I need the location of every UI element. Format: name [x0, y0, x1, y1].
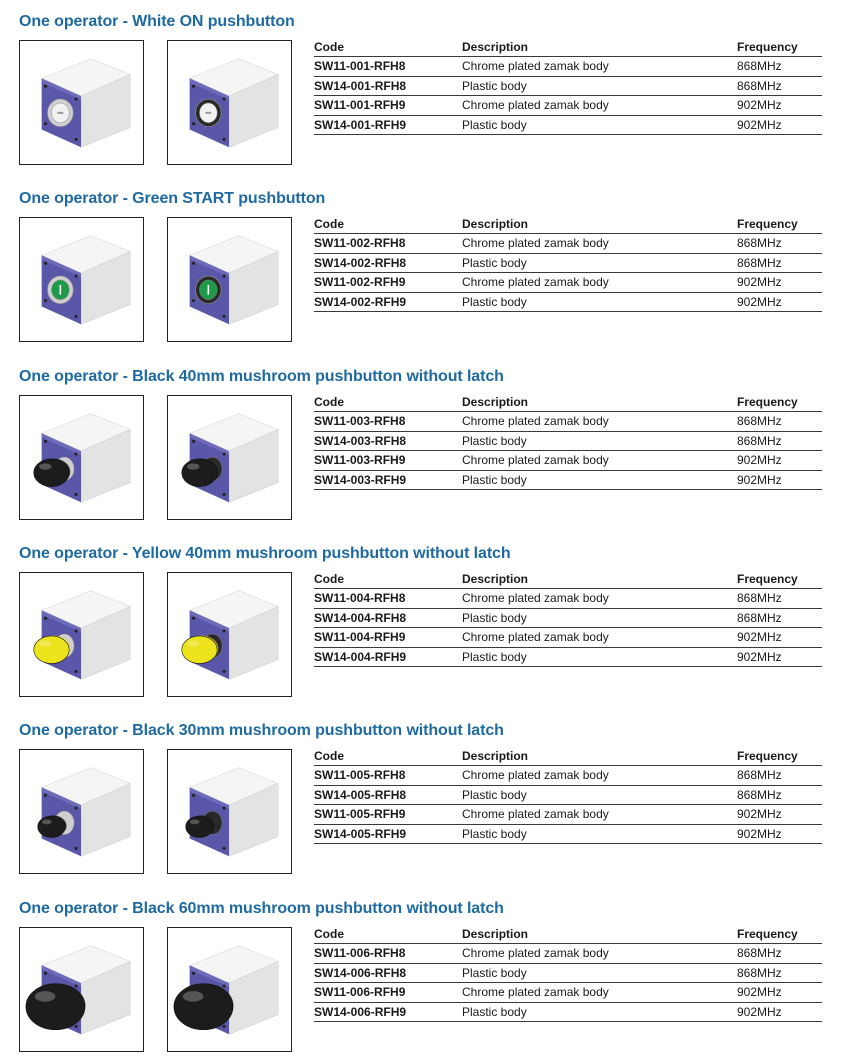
product-section-white-on: [0, 0, 862, 177]
table-header: [314, 747, 822, 766]
frequency-cell: 902MHz: [737, 985, 782, 1000]
frequency-cell: 868MHz: [737, 591, 782, 606]
frequency-cell: 868MHz: [737, 78, 782, 93]
code-cell: SW11-005-RFH9: [314, 807, 406, 822]
table-row: [314, 944, 822, 963]
table-header: [314, 570, 822, 589]
product-table: [314, 215, 822, 312]
frequency-cell: 902MHz: [737, 807, 782, 822]
description-cell: Chrome plated zamak body: [462, 946, 609, 961]
code-cell: SW14-003-RFH9: [314, 472, 407, 487]
table-row: [314, 471, 822, 490]
mushroom-enclosure-plastic-yellow-40mm: [168, 573, 291, 696]
description-cell: Plastic body: [462, 433, 527, 448]
product-image-chrome: [19, 40, 144, 165]
code-cell: SW11-002-RFH9: [314, 275, 406, 290]
table-row: [314, 254, 822, 273]
code-cell: Code: [314, 395, 344, 409]
product-image-plastic: [167, 749, 292, 874]
description-cell: Plastic body: [462, 965, 527, 980]
description-cell: Chrome plated zamak body: [462, 275, 609, 290]
code-cell: SW11-006-RFH8: [314, 946, 406, 961]
code-cell: SW14-005-RFH8: [314, 787, 407, 802]
frequency-cell: 868MHz: [737, 946, 782, 961]
code-cell: SW14-002-RFH9: [314, 294, 407, 309]
table-row: [314, 628, 822, 647]
product-section-black-30mm: [0, 709, 862, 886]
table-row: [314, 412, 822, 431]
frequency-cell: Frequency: [737, 927, 798, 941]
product-image-plastic: [167, 572, 292, 697]
mushroom-enclosure-chrome-black-40mm: [20, 396, 143, 519]
description-cell: Plastic body: [462, 117, 527, 132]
frequency-cell: 902MHz: [737, 630, 782, 645]
description-cell: Plastic body: [462, 294, 527, 309]
description-cell: Chrome plated zamak body: [462, 414, 609, 429]
frequency-cell: 868MHz: [737, 965, 782, 980]
description-cell: Chrome plated zamak body: [462, 453, 609, 468]
frequency-cell: 902MHz: [737, 117, 782, 132]
product-image-chrome: [19, 572, 144, 697]
frequency-cell: 868MHz: [737, 433, 782, 448]
section-title: One operator - Black 40mm mushroom pushbutton without latch: [19, 368, 504, 385]
table-row: [314, 77, 822, 96]
code-cell: SW14-004-RFH8: [314, 610, 407, 625]
mushroom-enclosure-chrome-black-60mm: [20, 928, 143, 1051]
frequency-cell: Frequency: [737, 40, 798, 54]
section-title: One operator - Black 30mm mushroom pushbutton without latch: [19, 722, 504, 739]
frequency-cell: 902MHz: [737, 453, 782, 468]
pushbutton-enclosure-chrome-white-button: [20, 41, 143, 164]
table-header: [314, 38, 822, 57]
code-cell: Code: [314, 572, 344, 586]
code-cell: SW11-003-RFH8: [314, 414, 406, 429]
table-row: [314, 609, 822, 628]
description-cell: Plastic body: [462, 255, 527, 270]
frequency-cell: Frequency: [737, 749, 798, 763]
description-cell: Plastic body: [462, 649, 527, 664]
pushbutton-enclosure-chrome-green-button: [20, 218, 143, 341]
table-row: [314, 825, 822, 844]
product-image-plastic: [167, 927, 292, 1052]
code-cell: SW14-004-RFH9: [314, 649, 407, 664]
product-section-black-60mm: [0, 887, 862, 1064]
description-cell: Chrome plated zamak body: [462, 98, 609, 113]
code-cell: SW11-004-RFH8: [314, 591, 406, 606]
code-cell: SW14-002-RFH8: [314, 255, 407, 270]
code-cell: Code: [314, 40, 344, 54]
frequency-cell: 868MHz: [737, 255, 782, 270]
product-table: [314, 747, 822, 844]
frequency-cell: 902MHz: [737, 294, 782, 309]
description-cell: Plastic body: [462, 78, 527, 93]
code-cell: SW11-002-RFH8: [314, 236, 406, 251]
product-section-yellow-40mm: [0, 532, 862, 709]
frequency-cell: 902MHz: [737, 472, 782, 487]
table-row: [314, 805, 822, 824]
table-row: [314, 96, 822, 115]
description-cell: Chrome plated zamak body: [462, 236, 609, 251]
table-row: [314, 116, 822, 135]
description-cell: Description: [462, 572, 529, 586]
product-table: [314, 38, 822, 135]
code-cell: SW11-001-RFH9: [314, 98, 406, 113]
code-cell: SW14-001-RFH9: [314, 117, 407, 132]
description-cell: Chrome plated zamak body: [462, 591, 609, 606]
section-title: One operator - Green START pushbutton: [19, 190, 326, 207]
table-header: [314, 393, 822, 412]
description-cell: Plastic body: [462, 1004, 527, 1019]
frequency-cell: 868MHz: [737, 768, 782, 783]
frequency-cell: 902MHz: [737, 649, 782, 664]
description-cell: Description: [462, 927, 529, 941]
frequency-cell: Frequency: [737, 572, 798, 586]
code-cell: SW14-003-RFH8: [314, 433, 407, 448]
product-section-black-40mm: [0, 355, 862, 532]
mushroom-enclosure-plastic-black-30mm: [168, 750, 291, 873]
section-title: One operator - Yellow 40mm mushroom pushbutton without latch: [19, 545, 511, 562]
table-row: [314, 234, 822, 253]
product-image-plastic: [167, 217, 292, 342]
mushroom-enclosure-plastic-black-60mm: [168, 928, 291, 1051]
pushbutton-enclosure-plastic-green-button: [168, 218, 291, 341]
description-cell: Description: [462, 40, 529, 54]
product-table: [314, 393, 822, 490]
product-image-plastic: [167, 395, 292, 520]
table-row: [314, 648, 822, 667]
table-row: [314, 432, 822, 451]
code-cell: Code: [314, 217, 344, 231]
table-row: [314, 451, 822, 470]
table-row: [314, 1003, 822, 1022]
description-cell: Description: [462, 749, 529, 763]
mushroom-enclosure-chrome-yellow-40mm: [20, 573, 143, 696]
code-cell: SW11-001-RFH8: [314, 59, 406, 74]
product-image-chrome: [19, 749, 144, 874]
mushroom-enclosure-plastic-black-40mm: [168, 396, 291, 519]
table-row: [314, 273, 822, 292]
code-cell: SW14-006-RFH9: [314, 1004, 407, 1019]
section-title: One operator - White ON pushbutton: [19, 13, 295, 30]
product-image-chrome: [19, 927, 144, 1052]
description-cell: Chrome plated zamak body: [462, 768, 609, 783]
description-cell: Chrome plated zamak body: [462, 59, 609, 74]
pushbutton-enclosure-plastic-white-button: [168, 41, 291, 164]
code-cell: SW11-005-RFH8: [314, 768, 406, 783]
section-title: One operator - Black 60mm mushroom pushbutton without latch: [19, 900, 504, 917]
table-header: [314, 925, 822, 944]
frequency-cell: 868MHz: [737, 236, 782, 251]
description-cell: Chrome plated zamak body: [462, 630, 609, 645]
table-row: [314, 983, 822, 1002]
table-header: [314, 215, 822, 234]
code-cell: SW11-004-RFH9: [314, 630, 406, 645]
description-cell: Chrome plated zamak body: [462, 807, 609, 822]
table-row: [314, 589, 822, 608]
product-image-chrome: [19, 217, 144, 342]
table-row: [314, 786, 822, 805]
code-cell: SW11-006-RFH9: [314, 985, 406, 1000]
frequency-cell: 902MHz: [737, 826, 782, 841]
frequency-cell: 868MHz: [737, 414, 782, 429]
description-cell: Plastic body: [462, 610, 527, 625]
frequency-cell: 902MHz: [737, 98, 782, 113]
table-row: [314, 964, 822, 983]
product-image-plastic: [167, 40, 292, 165]
table-row: [314, 766, 822, 785]
code-cell: SW14-005-RFH9: [314, 826, 407, 841]
frequency-cell: 902MHz: [737, 1004, 782, 1019]
product-section-green-start: [0, 177, 862, 354]
frequency-cell: 868MHz: [737, 59, 782, 74]
description-cell: Description: [462, 395, 529, 409]
product-table: [314, 570, 822, 667]
frequency-cell: 868MHz: [737, 787, 782, 802]
code-cell: SW14-001-RFH8: [314, 78, 407, 93]
code-cell: SW11-003-RFH9: [314, 453, 406, 468]
description-cell: Plastic body: [462, 472, 527, 487]
description-cell: Plastic body: [462, 787, 527, 802]
code-cell: SW14-006-RFH8: [314, 965, 407, 980]
description-cell: Plastic body: [462, 826, 527, 841]
frequency-cell: 902MHz: [737, 275, 782, 290]
frequency-cell: Frequency: [737, 395, 798, 409]
code-cell: Code: [314, 749, 344, 763]
code-cell: Code: [314, 927, 344, 941]
description-cell: Chrome plated zamak body: [462, 985, 609, 1000]
product-table: [314, 925, 822, 1022]
table-row: [314, 57, 822, 76]
frequency-cell: 868MHz: [737, 610, 782, 625]
table-row: [314, 293, 822, 312]
product-image-chrome: [19, 395, 144, 520]
frequency-cell: Frequency: [737, 217, 798, 231]
mushroom-enclosure-chrome-black-30mm: [20, 750, 143, 873]
description-cell: Description: [462, 217, 529, 231]
